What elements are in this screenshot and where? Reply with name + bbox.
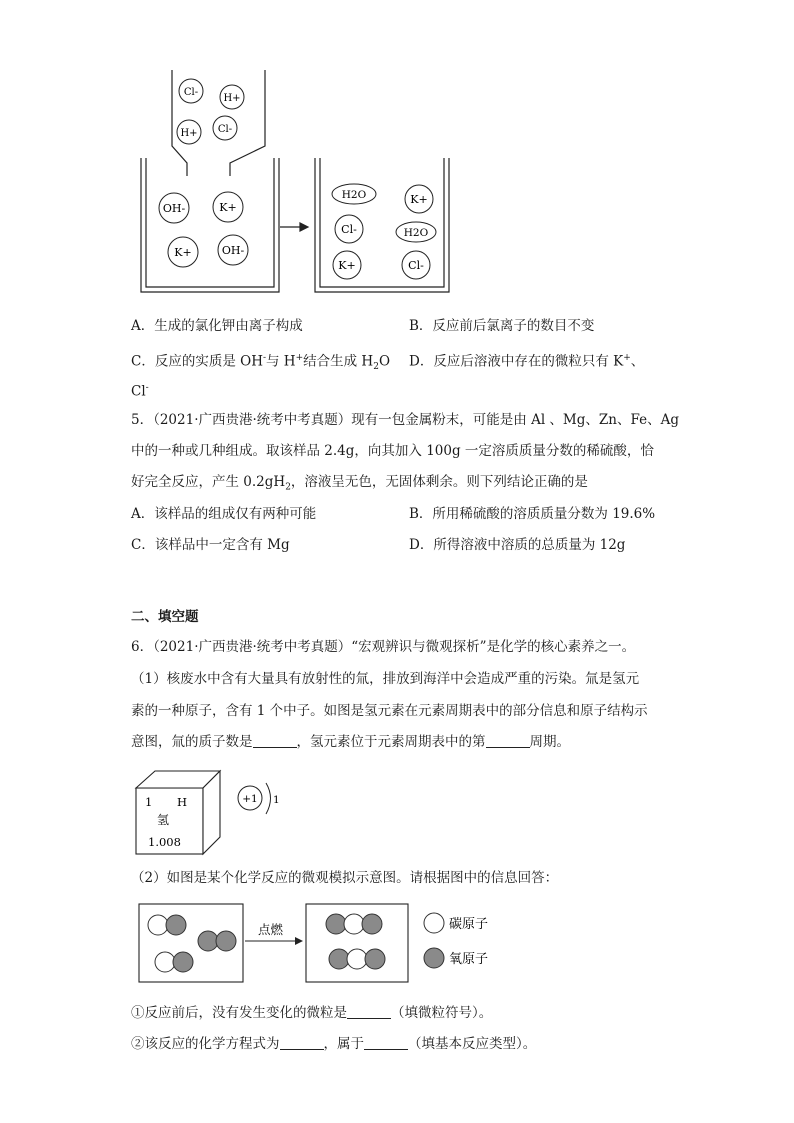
neutralization-diagram bbox=[130, 66, 470, 298]
q5-option-b: B．所用稀硫酸的溶质质量分数为 19.6% bbox=[409, 506, 656, 522]
svg-text:Cl-: Cl- bbox=[408, 259, 424, 272]
q6-part1-line1: （1）核废水中含有大量具有放射性的氚，排放到海洋中会造成严重的污染。氚是氢元 bbox=[131, 671, 640, 687]
funnel-ions bbox=[177, 79, 244, 144]
svg-text:K+: K+ bbox=[174, 246, 192, 259]
svg-text:OH-: OH- bbox=[162, 202, 186, 215]
q6-part2: （2）如图是某个化学反应的微观模拟示意图。请根据图中的信息回答： bbox=[131, 870, 559, 886]
q4-option-d: D．反应后溶液中存在的微粒只有 K+、 bbox=[409, 353, 645, 370]
svg-text:H+: H+ bbox=[223, 93, 241, 104]
answer-blank-reaction-type[interactable] bbox=[364, 1035, 408, 1050]
q5-stem-line2: 中的一种或几种组成。取该样品 2.4g，向其加入 100g 一定溶质质量分数的稀硫酸，恰 bbox=[131, 443, 654, 459]
q6-sub1: ①反应前后，没有发生变化的微粒是 （填微粒符号）。 bbox=[131, 1005, 493, 1021]
q5-stem-line3: 好完全反应，产生 $0.2gH_2$，溶液呈无色，无固体剩余。则下列结论正确的是 bbox=[131, 474, 588, 493]
svg-text:碳原子: 碳原子 bbox=[449, 917, 489, 932]
beaker-left-ions bbox=[159, 192, 248, 267]
q6-part1-line2: 素的一种原子，含有 1 个中子。如图是氢元素在元素周期表中的部分信息和原子结构示 bbox=[131, 703, 648, 719]
svg-text:H+: H+ bbox=[180, 128, 198, 139]
q5-stem-line1: 5．（2021·广西贵港·统考中考真题）现有一包金属粉末，可能是由 Al 、Mg、Zn、Fe、Ag bbox=[131, 412, 679, 428]
q5-option-a: A．该样品的组成仅有两种可能 bbox=[131, 506, 317, 522]
svg-text:Cl-: Cl- bbox=[183, 87, 199, 98]
q4-option-d-wrap: Cl- bbox=[131, 383, 149, 400]
svg-text:氧原子: 氧原子 bbox=[449, 952, 489, 967]
svg-text:K+: K+ bbox=[219, 201, 237, 214]
svg-text:H2O: H2O bbox=[403, 227, 429, 239]
answer-blank-period[interactable] bbox=[486, 733, 530, 748]
legend-oxygen-swatch bbox=[424, 948, 444, 968]
legend-carbon-swatch bbox=[424, 913, 444, 933]
svg-text:K+: K+ bbox=[338, 259, 356, 272]
svg-text:Cl-: Cl- bbox=[341, 223, 357, 236]
svg-text:+1: +1 bbox=[242, 793, 258, 805]
q4-option-b: B．反应前后氯离子的数目不变 bbox=[409, 318, 595, 334]
hydrogen-element-diagram bbox=[133, 768, 283, 860]
section-title: 二、填空题 bbox=[131, 609, 199, 625]
svg-text:1.008: 1.008 bbox=[148, 835, 181, 849]
answer-blank-equation[interactable] bbox=[280, 1035, 324, 1050]
svg-text:1: 1 bbox=[145, 795, 153, 809]
svg-text:1: 1 bbox=[273, 794, 280, 806]
answer-blank-proton-number[interactable] bbox=[253, 733, 297, 748]
reaction-arrow bbox=[280, 223, 308, 231]
q6-sub2: ②该反应的化学方程式为 ，属于 （填基本反应类型）。 bbox=[131, 1036, 537, 1052]
svg-text:H: H bbox=[177, 795, 188, 809]
q6-stem: 6．（2021·广西贵港·统考中考真题）“宏观辨识与微观探析”是化学的核心素养之一。 bbox=[131, 639, 636, 655]
svg-text:H2O: H2O bbox=[341, 189, 367, 201]
reaction-model-diagram bbox=[138, 900, 518, 988]
q5-option-d: D．所得溶液中溶质的总质量为 12g bbox=[409, 537, 626, 553]
answer-blank-unchanged-particle[interactable] bbox=[347, 1004, 391, 1019]
beaker-left bbox=[141, 158, 279, 292]
q4-option-a: A．生成的氯化钾由离子构成 bbox=[131, 318, 303, 334]
svg-text:Cl-: Cl- bbox=[217, 124, 233, 135]
q5-option-c: C．该样品中一定含有 Mg bbox=[131, 537, 290, 553]
svg-text:氢: 氢 bbox=[157, 813, 170, 827]
svg-text:K+: K+ bbox=[410, 193, 428, 206]
svg-text:点燃: 点燃 bbox=[258, 922, 284, 937]
beaker-right-ions bbox=[332, 184, 436, 279]
q4-option-c: C．反应的实质是 OH-与 H+结合生成 $H_2O$ bbox=[131, 353, 391, 373]
svg-text:OH-: OH- bbox=[221, 244, 245, 257]
q6-part1-line3: 意图，氚的质子数是 ，氢元素位于元素周期表中的第 周期。 bbox=[131, 734, 570, 750]
